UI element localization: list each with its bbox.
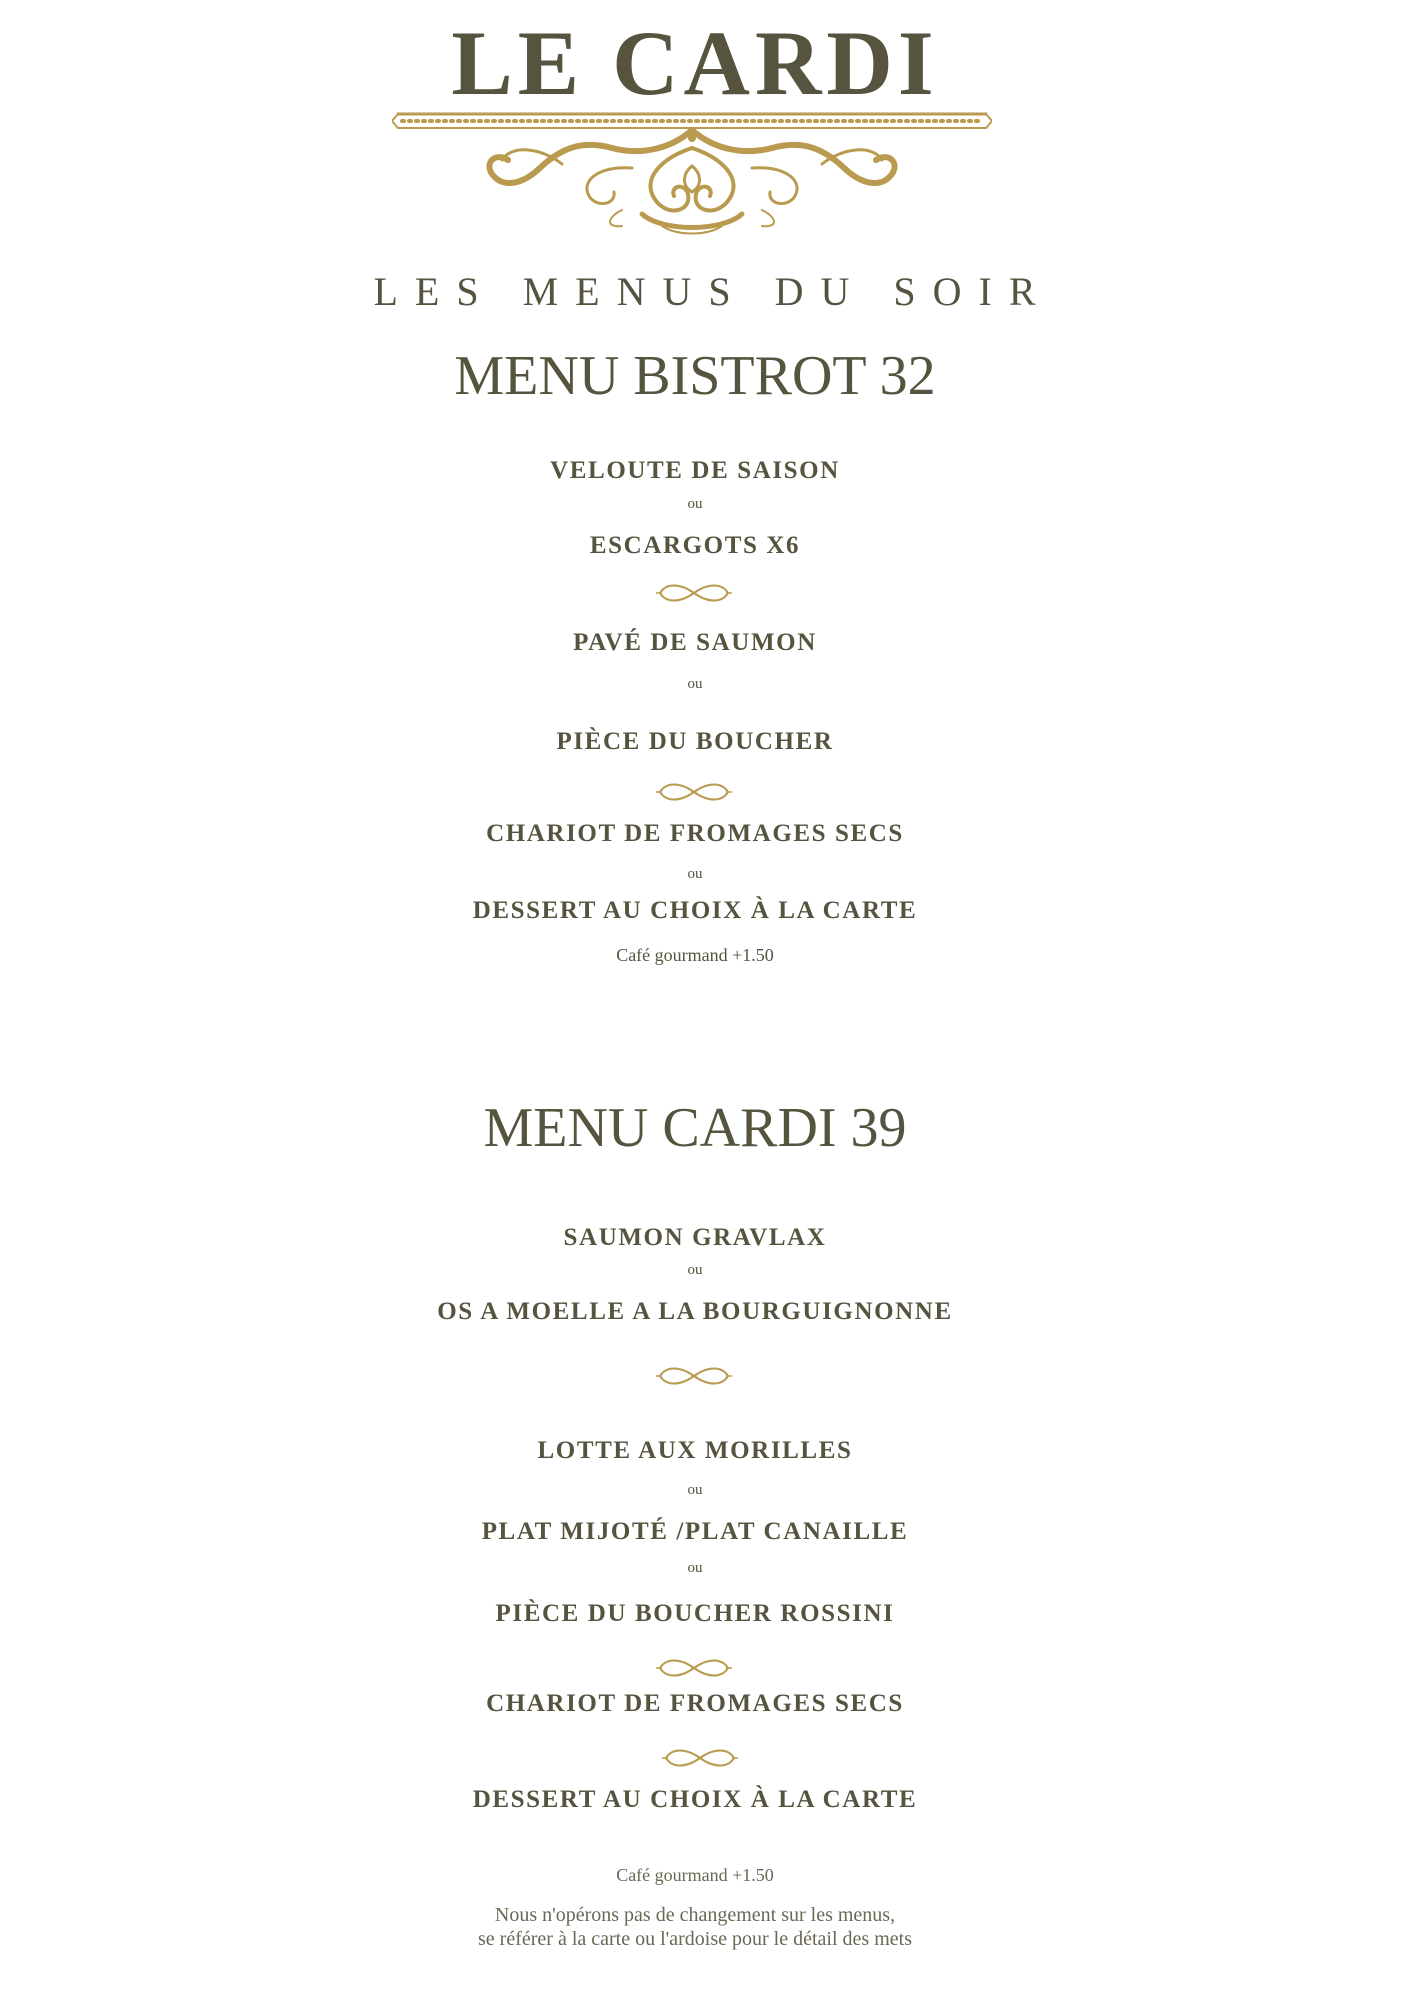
dish-item: OS A MOELLE A LA BOURGUIGNONNE (437, 1298, 953, 1325)
dish-item: SAUMON GRAVLAX (563, 1224, 827, 1251)
dish-item: PIÈCE DU BOUCHER (556, 728, 834, 755)
menu-title-cardi: MENU CARDI 39 (483, 1097, 907, 1159)
infinity-flourish-icon (656, 780, 732, 804)
dish-item: ESCARGOTS X6 (589, 532, 801, 559)
dish-item: CHARIOT DE FROMAGES SECS (486, 820, 904, 847)
subtitle: LES MENUS DU SOIR (373, 269, 1053, 314)
or-separator: ou (687, 1262, 703, 1278)
dish-item: PIÈCE DU BOUCHER ROSSINI (495, 1600, 895, 1627)
or-separator: ou (687, 866, 703, 882)
dish-item: PLAT MIJOTÉ /PLAT CANAILLE (481, 1518, 909, 1545)
menu-title-bistrot: MENU BISTROT 32 (454, 345, 936, 407)
or-separator: ou (687, 676, 703, 692)
dish-item: PAVÉ DE SAUMON (573, 629, 817, 656)
or-separator: ou (687, 496, 703, 512)
cafe-gourmand-supplement: Café gourmand +1.50 (616, 1865, 774, 1885)
restaurant-name: LE CARDI (451, 12, 939, 114)
cafe-gourmand-supplement: Café gourmand +1.50 (616, 945, 774, 965)
infinity-flourish-icon (656, 581, 732, 605)
dish-item: DESSERT AU CHOIX À LA CARTE (472, 1786, 918, 1813)
dish-item: VELOUTE DE SAISON (550, 457, 840, 484)
gold-scroll-ornament-icon (392, 108, 992, 240)
footer-note-line-1: Nous n'opérons pas de changement sur les menus, (494, 1904, 896, 1926)
dish-item: CHARIOT DE FROMAGES SECS (486, 1690, 904, 1717)
infinity-flourish-icon (662, 1746, 738, 1770)
or-separator: ou (687, 1560, 703, 1576)
or-separator: ou (687, 1482, 703, 1498)
footer-note-line-2: se référer à la carte ou l'ardoise pour le détail des mets (478, 1928, 912, 1950)
infinity-flourish-icon (656, 1364, 732, 1388)
infinity-flourish-icon (656, 1656, 732, 1680)
dish-item: LOTTE AUX MORILLES (537, 1437, 853, 1464)
dish-item: DESSERT AU CHOIX À LA CARTE (472, 897, 918, 924)
